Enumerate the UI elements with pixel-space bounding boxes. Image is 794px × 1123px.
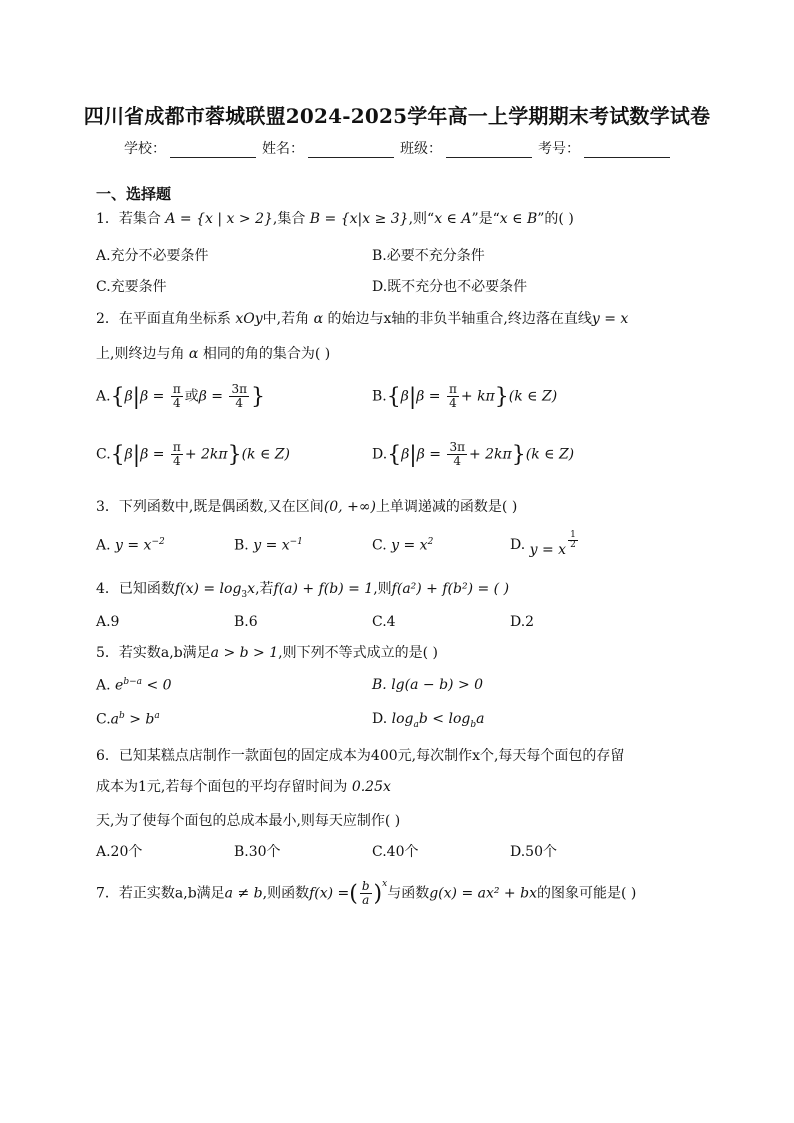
q5-option-c[interactable] [96,711,160,728]
q1-option-a[interactable]: A.充分不必要条件 [96,248,209,264]
question-4-stem [96,578,509,600]
q6-expr: 0.25x [351,779,391,795]
number-blank[interactable] [584,143,670,158]
q5-text: 5．若实数a,b满足 [96,645,211,661]
q3-option-c[interactable] [372,537,433,554]
question-3-stem [96,496,517,516]
q4-option-d[interactable]: D.2 [510,614,535,630]
q7-fx: f(x) = [309,885,350,902]
school-blank[interactable] [170,143,256,158]
q2-text: 中,若角 [262,311,310,327]
q3-text: 上单调递减的函数是( ) [375,499,518,515]
q2-option-d[interactable]: D.{β|β = $\frac{3\pi}{4}$ + 2kπ}(k ∈ Z) [372,440,575,468]
class-label: 班级： [400,141,442,157]
question-5-stem [96,642,438,662]
name-blank[interactable] [308,143,394,158]
q2-frac [447,441,467,468]
q2-kz: (k ∈ Z) [525,446,575,463]
frac-den: 4 [172,396,181,410]
q5-c-mid: > b [129,711,155,728]
q5-d-mid: b < log [418,711,471,727]
q5-d-sub: a [413,719,419,730]
q4-text: 4．已知函数 [96,581,175,597]
q1-option-c[interactable]: C.充要条件 [96,279,167,295]
q2-option-c[interactable]: C.{β|β = $\frac{\pi}{4}$ + 2kπ}(k ∈ Z) [96,440,290,468]
q3-c-label: C. [372,537,387,554]
q2-option-b[interactable]: B.{β|β = $\frac{\pi}{4}$ + kπ}(k ∈ Z) [372,382,558,410]
q3-a-label: A. [96,537,111,554]
section-heading: 一、选择题 [96,185,172,203]
q1-option-d[interactable]: D.既不充分也不必要条件 [372,279,528,295]
q4-expr: f(a²) + f(b²) = ( ) [391,581,510,597]
q2-plus-kpi: + kπ [460,388,495,405]
q2-text: 2．在平面直角坐标系 [96,311,231,327]
q5-d-label: D. [372,711,388,727]
q2-alpha: α [188,346,199,362]
q7-text: 的图象可能是( ) [536,885,637,902]
q3-d-label: D. [510,537,526,553]
q7-exp: x [382,878,388,889]
q4-cond: f(a) + f(b) = 1 [273,581,374,597]
q2-beta-eq: β = [140,388,165,405]
q5-a-exp: b−a [123,677,142,687]
q3-interval: (0, +∞) [323,499,376,515]
question-6-line2 [96,776,391,796]
question-1-stem [96,208,574,228]
q3-a-exp: −2 [151,537,165,547]
q5-a-label: A. [96,677,111,694]
frac-num: π [172,382,181,396]
q1-cond-a: x ∈ A [434,211,472,227]
q1-text: 1．若集合 [96,211,161,227]
q2-kz: (k ∈ Z) [508,388,558,405]
q5-c-label: C. [96,711,111,728]
q3-text: 3．下列函数中,既是偶函数,又在区间 [96,499,324,515]
frac-num: b [361,879,370,893]
q5-cond: a > b > 1 [210,645,279,661]
frac-den: 4 [173,454,181,468]
question-6-line3: 天,为了使每个面包的总成本最小,则每天应制作( ) [96,813,401,829]
q2-frac [229,383,249,410]
q1-cond-b: x ∈ B [499,211,538,227]
q6-option-b[interactable]: B.30个 [234,844,281,860]
q2-text: 的始边与x轴的非负半轴重合,终边落在直线 [327,311,592,327]
q5-b-text: B. lg(a − b) > 0 [372,677,484,693]
frac-den: 2 [570,540,576,550]
q2-beta-eq: β = [416,388,441,405]
q2-beta-eq: β = [198,388,223,405]
q5-c-aexp: b [119,711,125,721]
frac-num: 3π [449,440,465,454]
q5-option-d[interactable] [372,711,484,730]
q2-frac [171,383,183,410]
q3-d-exp [568,531,578,550]
q5-d-log: log [391,711,414,727]
q1-text: ,则“ [408,211,435,227]
exam-title: 四川省成都市蓉城联盟2024-2025学年高一上学期期末考试数学试卷 [83,104,711,128]
frac-den: a [362,893,370,907]
q4-text: ,若 [255,581,274,597]
q5-c-bexp: a [154,711,160,721]
q1-text: ,集合 [272,211,306,227]
question-2-stem-line1 [96,308,628,328]
q2-kz: (k ∈ Z) [241,446,290,463]
q2-beta-eq: β = [140,446,165,463]
q5-a-end: < 0 [146,677,172,694]
q1-text: ”是“ [471,211,500,227]
q2-c-label: C. [96,446,111,463]
q6-text: 成本为1元,若每个面包的平均存留时间为 [96,779,348,795]
q2-frac [171,441,183,468]
q2-plus-2kpi: + 2kπ [468,446,512,463]
q5-c-a: a [110,711,120,728]
frac-den: 4 [453,454,462,468]
question-2-stem-line2 [96,343,330,363]
question-6-line1: 6．已知某糕点店制作一款面包的固定成本为400元,每次制作x个,每天每个面包的存留 [96,748,625,764]
q3-c-exp: 2 [427,537,434,547]
frac-num: 3π [231,382,247,396]
q6-option-a[interactable]: A.20个 [96,844,143,860]
q2-text: 相同的角的集合为( ) [202,346,331,362]
q3-option-b[interactable] [234,537,303,554]
q4-log-base: 3 [241,589,248,600]
q1-set-a: A = {x | x > 2} [165,211,273,227]
q4-option-c[interactable]: C.4 [372,614,396,630]
q3-b-label: B. [234,537,249,554]
q2-beta-eq: β = [416,446,441,463]
q4-text: ,则 [373,581,392,597]
q5-option-a[interactable] [96,677,172,694]
q3-option-a[interactable] [96,537,165,554]
q5-d-end: a [476,711,485,727]
q6-option-d[interactable]: D.50个 [510,844,557,860]
name-label: 姓名： [262,141,304,157]
q4-fx: f(x) = log [174,581,242,597]
q3-option-d[interactable] [510,530,580,558]
frac-num: π [172,440,181,454]
q2-beta: β [401,446,410,463]
q4-fx-end: x [247,581,256,597]
q2-beta: β [124,446,133,463]
q6-option-c[interactable]: C.40个 [372,844,419,860]
q3-b-base: y = x [253,537,290,554]
q7-text: 7．若正实数a,b满足 [96,885,225,902]
q2-option-a[interactable]: A.{β|β = $\frac{\pi}{4}$ 或β = $\frac{3\pi}{4}$ } [96,382,265,410]
frac-den: 4 [235,396,244,410]
class-blank[interactable] [446,143,532,158]
q7-gx: g(x) = ax² + bx [429,885,537,902]
q2-d-label: D. [372,446,388,463]
q7-text: 与函数 [387,885,430,902]
q2-xoy: xOy [235,311,263,327]
q5-d-sub: b [470,719,477,730]
q2-plus-2kpi: + 2kπ [184,446,228,463]
frac-num: 1 [570,530,576,540]
number-label: 考号： [538,141,580,157]
q1-option-b[interactable]: B.必要不充分条件 [372,248,485,264]
q5-text: ,则下列不等式成立的是( ) [278,645,438,661]
q2-beta: β [400,388,409,405]
q2-frac [447,383,459,410]
q3-b-exp: −1 [289,537,303,547]
q2-text: 上,则终边与角 [96,346,185,362]
q2-or: 或 [184,388,199,405]
q5-a-base: e [115,677,124,694]
q4-option-b[interactable]: B.6 [234,614,258,630]
q2-b-label: B. [372,388,387,405]
q2-alpha: α [313,311,324,327]
q1-set-b: B = {x|x ≥ 3} [309,211,409,227]
school-label: 学校： [124,141,166,157]
q7-cond: a ≠ b [224,885,263,902]
q2-beta: β [124,388,133,405]
q2-line-eq: y = x [591,311,629,327]
question-7-stem: 7．若正实数a,b满足a ≠ b,则函数f(x) =( $\frac{b}{a}$ )$^x$与函数g(x) = ax² + bx的图象可能是( ) [96,878,637,907]
q2-a-label: A. [96,388,111,405]
q3-d-base: y = x [529,542,567,558]
frac-num: π [449,382,457,396]
frac-den: 4 [449,396,457,410]
q3-c-base: y = x [391,537,428,554]
q5-option-b[interactable] [372,677,483,693]
q3-a-base: y = x [115,537,152,554]
student-info-row [124,138,676,158]
q4-option-a[interactable]: A.9 [96,614,120,630]
q1-text: ”的( ) [537,211,574,227]
q7-frac [360,880,372,907]
q7-text: ,则函数 [262,885,310,902]
